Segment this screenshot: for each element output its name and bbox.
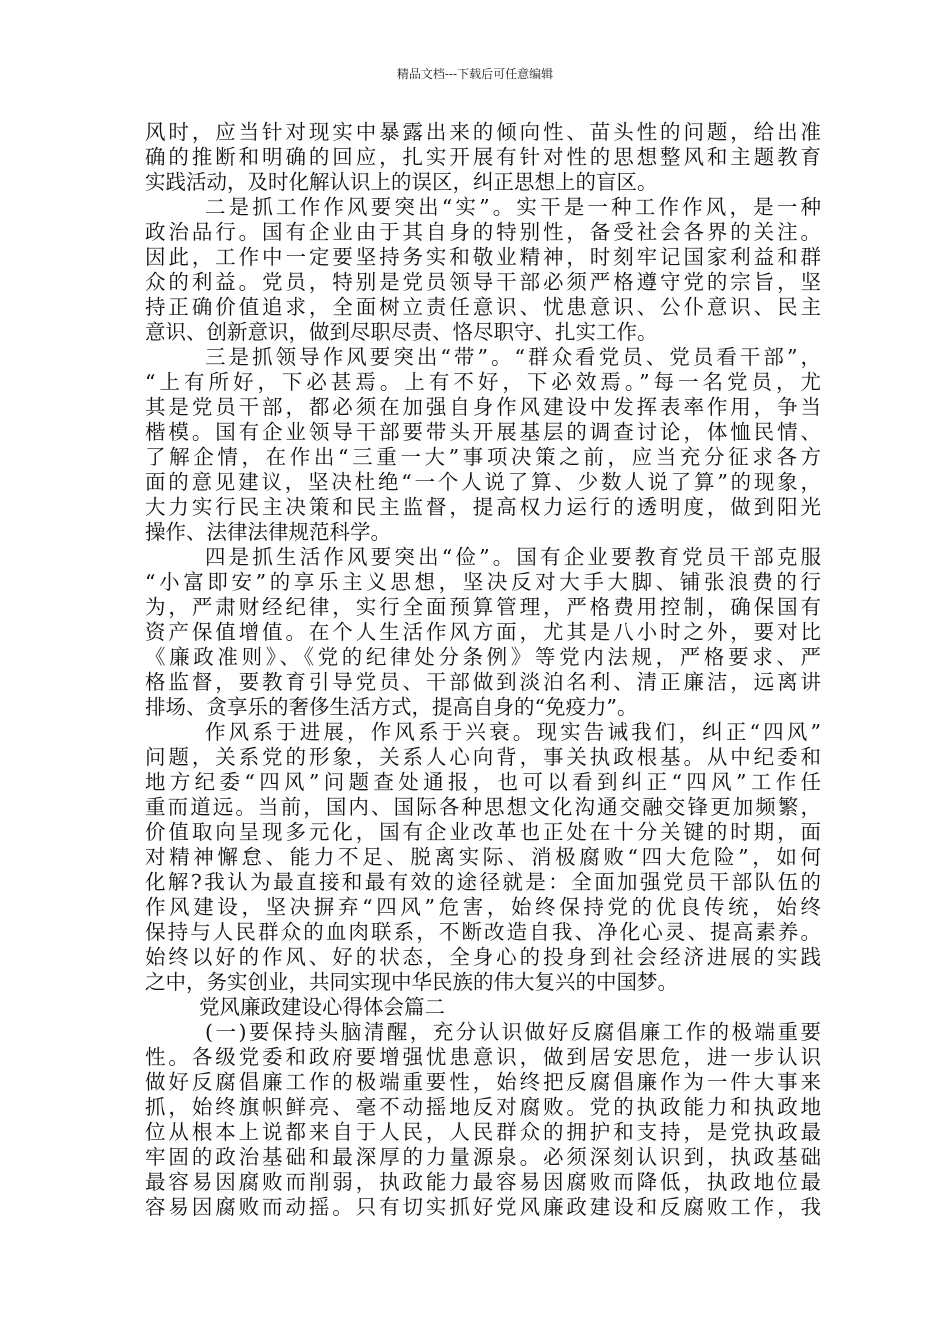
text-line: 风时，应当针对现实中暴露出来的倾向性、苗头性的问题，给出准 xyxy=(145,120,821,144)
page-header: 精品文档---下载后可任意编辑 xyxy=(396,67,554,81)
text-line: 保持与人民群众的血肉联系，不断改造自我、净化心灵、提高素养。 xyxy=(145,920,821,944)
text-line: (一)要保持头脑清醒，充分认识做好反腐倡廉工作的极端重要 xyxy=(205,1020,821,1044)
text-line: 价值取向呈现多元化，国有企业改革也正处在十分关键的时期，面 xyxy=(145,820,821,844)
text-line: 资产保值增值。在个人生活作风方面，尤其是八小时之外，要对比 xyxy=(145,620,821,644)
text-line: 作风系于进展，作风系于兴衰。现实告诫我们，纠正“四风” xyxy=(205,720,821,744)
text-line: 政治品行。国有企业由于其自身的特别性，备受社会各界的关注。 xyxy=(145,220,821,244)
text-line: 面的意见建议，坚决杜绝“一个人说了算、少数人说了算”的现象， xyxy=(145,470,821,494)
text-line: 重而道远。当前，国内、国际各种思想文化沟通交融交锋更加频繁， xyxy=(145,795,821,819)
text-line: 二是抓工作作风要突出“实”。实干是一种工作作风，是一种 xyxy=(205,195,821,219)
text-line: “小富即安”的享乐主义思想，坚决反对大手大脚、铺张浪费的行 xyxy=(145,570,821,594)
text-line: 大力实行民主决策和民主监督，提高权力运行的透明度，做到阳光 xyxy=(145,495,821,519)
text-line: 地方纪委“四风”问题查处通报，也可以看到纠正“四风”工作任 xyxy=(145,770,821,794)
paragraph xyxy=(145,345,821,545)
paragraph xyxy=(145,195,821,345)
text-line: “上有所好，下必甚焉。上有不好，下必效焉。”每一名党员，尤 xyxy=(145,370,821,394)
text-line: 党风廉政建设心得体会篇二 xyxy=(199,995,445,1019)
text-line: 位从根本上说都来自于人民，人民群众的拥护和支持，是党执政最 xyxy=(145,1120,821,1144)
text-line: 作风建设，坚决摒弃“四风”危害，始终保持党的优良传统，始终 xyxy=(145,895,821,919)
text-line: 实践活动，及时化解认识上的误区，纠正思想上的盲区。 xyxy=(145,170,658,194)
text-line: 操作、法律法律规范科学。 xyxy=(145,520,391,544)
text-line: 意识、创新意识，做到尽职尽责、恪尽职守、扎实工作。 xyxy=(145,320,658,344)
text-line: 问题，关系党的形象，关系人心向背，事关执政根基。从中纪委和 xyxy=(145,745,821,769)
paragraph xyxy=(145,720,821,995)
text-line: 排场、贪享乐的奢侈生活方式，提高自身的“免疫力”。 xyxy=(145,695,638,719)
text-line: 做好反腐倡廉工作的极端重要性，始终把反腐倡廉作为一件大事来 xyxy=(145,1070,821,1094)
text-line: 牢固的政治基础和最深厚的力量源泉。必须深刻认识到，执政基础 xyxy=(145,1145,821,1169)
text-line: 容易因腐败而动摇。只有切实抓好党风廉政建设和反腐败工作，我 xyxy=(145,1195,821,1219)
text-line: 持正确价值追求，全面树立责任意识、忧患意识、公仆意识、民主 xyxy=(145,295,821,319)
text-line: 《廉政准则》、《党的纪律处分条例》等党内法规，严格要求、严 xyxy=(145,645,821,669)
text-line: 因此，工作中一定要坚持务实和敬业精神，时刻牢记国家利益和群 xyxy=(145,245,821,269)
paragraph xyxy=(145,1020,821,1220)
text-line: 始终以好的作风、好的状态，全身心的投身到社会经济进展的实践 xyxy=(145,945,821,969)
text-line: 对精神懈怠、能力不足、脱离实际、消极腐败“四大危险”，如何 xyxy=(145,845,821,869)
text-line: 三是抓领导作风要突出“带”。“群众看党员、党员看干部”， xyxy=(205,345,821,369)
text-line: 四是抓生活作风要突出“俭”。国有企业要教育党员干部克服 xyxy=(205,545,821,569)
text-line: 众的利益。党员，特别是党员领导干部必须严格遵守党的宗旨，坚 xyxy=(145,270,821,294)
text-line: 化解?我认为最直接和最有效的途径就是：全面加强党员干部队伍的 xyxy=(145,870,821,894)
section-heading xyxy=(145,995,821,1020)
text-line: 其是党员干部，都必须在加强自身作风建设中发挥表率作用，争当 xyxy=(145,395,821,419)
text-line: 抓，始终旗帜鲜亮、毫不动摇地反对腐败。党的执政能力和执政地 xyxy=(145,1095,821,1119)
text-line: 格监督，要教育引导党员、干部做到淡泊名利、清正廉洁，远离讲 xyxy=(145,670,821,694)
text-line: 楷模。国有企业领导干部要带头开展基层的调查讨论，体恤民情、 xyxy=(145,420,821,444)
text-line: 了解企情，在作出“三重一大”事项决策之前，应当充分征求各方 xyxy=(145,445,821,469)
paragraph xyxy=(145,120,821,195)
text-line: 为，严肃财经纪律，实行全面预算管理，严格费用控制，确保国有 xyxy=(145,595,821,619)
text-line: 之中，务实创业，共同实现中华民族的伟大复兴的中国梦。 xyxy=(145,970,678,994)
text-line: 性。各级党委和政府要增强忧患意识，做到居安思危，进一步认识 xyxy=(145,1045,821,1069)
paragraph xyxy=(145,545,821,720)
text-line: 确的推断和明确的回应，扎实开展有针对性的思想整风和主题教育 xyxy=(145,145,821,169)
text-line: 最容易因腐败而削弱，执政能力最容易因腐败而降低，执政地位最 xyxy=(145,1170,821,1194)
document-body xyxy=(145,120,821,1220)
